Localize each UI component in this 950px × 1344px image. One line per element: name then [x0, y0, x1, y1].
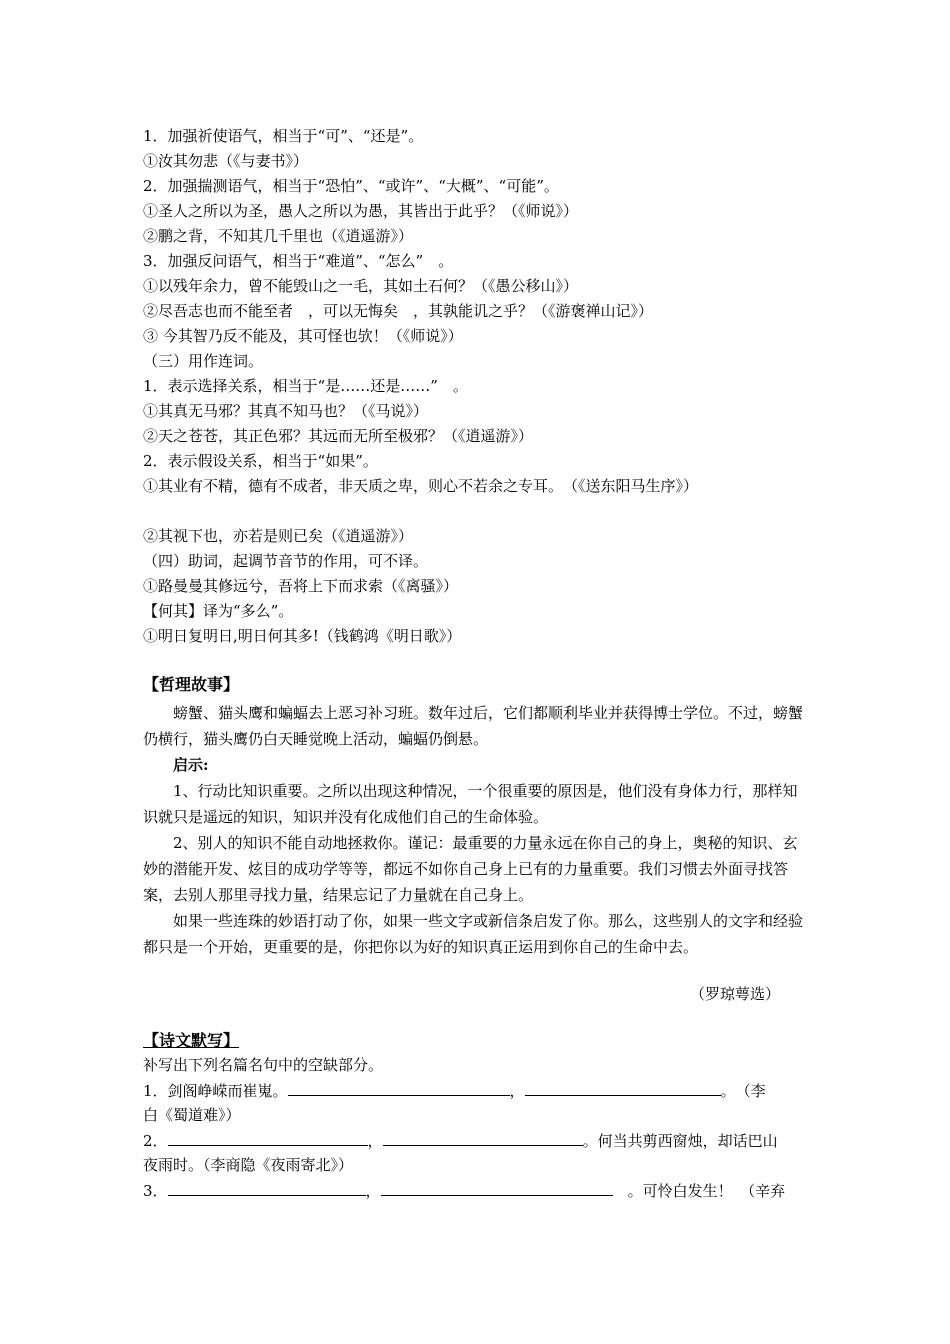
note-line-9: ③ 今其智乃反不能及，其可怪也欤！（《师说》）	[143, 327, 463, 345]
note-line-2: ①汝其勿悲（《与妻书》）	[143, 152, 309, 170]
answer-blank[interactable]	[168, 1131, 368, 1146]
question-3-sep: ，	[365, 1182, 381, 1200]
question-1-start: 1．剑阁峥嵘而崔嵬。	[143, 1082, 288, 1100]
question-1-end: 。 （李	[720, 1082, 766, 1100]
note-line-11: 1．表示选择关系，相当于“是……还是……” 。	[143, 377, 468, 395]
story-heading: 【哲理故事】	[143, 675, 240, 694]
note-line-10: （三）用作连词。	[143, 352, 264, 370]
note-line-16: ②其视下也，亦若是则已矣（《逍遥游》）	[143, 527, 414, 545]
answer-blank[interactable]	[168, 1181, 366, 1196]
question-1-sep: ，	[509, 1082, 525, 1100]
answer-blank[interactable]	[383, 1131, 583, 1146]
note-line-4: ①圣人之所以为圣，愚人之所以为愚，其皆出于此乎？（《师说》）	[143, 202, 579, 220]
question-3-start: 3．	[143, 1182, 168, 1200]
note-line-19: 【何其】译为“多么”。	[143, 602, 294, 620]
question-2-end: 。何当共剪西窗烛，却话巴山	[582, 1132, 778, 1150]
question-2	[143, 1131, 778, 1151]
answer-blank[interactable]	[525, 1081, 721, 1096]
note-line-5: ②鹏之背，不知其几千里也（《逍遥游》）	[143, 227, 414, 245]
note-line-15: ①其业有不精，德有不成者，非天质之卑，则心不若余之专耳。 （《送东阳马生序》）	[143, 477, 699, 495]
note-line-13: ②天之苍苍，其正色邪？其远而无所至极邪？（《逍遥游》）	[143, 427, 534, 445]
note-line-12: ①其真无马邪？其真不知马也？（《马说》）	[143, 402, 429, 420]
story-intro: 螃蟹、猫头鹰和蝙蝠去上恶习补习班。数年过后，它们都顺利毕业并获得博士学位。不过，螃蟹仍横行，猫头鹰仍白天睡觉晚上活动，蝙蝠仍倒悬。	[143, 704, 804, 748]
note-line-8: ②尽吾志也而不能至者 ，可以无悔矣 ，其孰能讥之乎？（《游褒禅山记》）	[143, 302, 654, 320]
note-line-18: ①路曼曼其修远兮，吾将上下而求索（《离骚》）	[143, 577, 459, 595]
lesson-3: 如果一些连珠的妙语打动了你，如果一些文字或新信条启发了你。那么，这些别人的文字和经验都只是一个开始，更重要的是，你把你以为好的知识真正运用到你自己的生命中去。	[143, 912, 804, 956]
dictation-instruction: 补写出下列名篇名句中的空缺部分。	[143, 1056, 384, 1074]
note-line-7: ①以残年余力，曾不能毁山之一毛，其如土石何？（《愚公移山》）	[143, 277, 579, 295]
story-credit: （罗琼萼选）	[689, 985, 780, 1003]
question-2-sep: ，	[367, 1132, 383, 1150]
dictation-heading: 【诗文默写】	[143, 1031, 240, 1050]
note-line-1: 1．加强祈使语气，相当于“可”、“还是”。	[143, 127, 424, 145]
lesson-label: 启示:	[173, 756, 209, 774]
question-3	[143, 1181, 785, 1201]
question-1	[143, 1081, 766, 1101]
note-line-3: 2．加强揣测语气，相当于“恐怕”、“或许”、“大概”、“可能”。	[143, 177, 559, 195]
note-line-6: 3．加强反问语气，相当于“难道”、“怎么” 。	[143, 252, 454, 270]
note-line-20: ①明日复明日,明日何其多!（钱鹤鸿《明日歌》）	[143, 627, 462, 645]
story-body	[143, 700, 808, 960]
lesson-1: 1、行动比知识重要。之所以出现这种情况，一个很重要的原因是，他们没有身体力行，那样知识就只是遥远的知识，知识并没有化成他们自己的生命体验。	[143, 782, 798, 826]
question-2-source: 夜雨时。（李商隐《夜雨寄北》）	[143, 1156, 354, 1174]
answer-blank[interactable]	[288, 1081, 510, 1096]
note-line-14: 2．表示假设关系，相当于“如果”。	[143, 452, 378, 470]
note-line-17: （四）助词，起调节音节的作用，可不译。	[143, 552, 429, 570]
question-2-start: 2．	[143, 1132, 168, 1150]
question-1-source: 白《蜀道难》）	[143, 1106, 241, 1124]
question-3-end: 。可怜白发生！ （辛弃	[612, 1182, 786, 1200]
lesson-2: 2、别人的知识不能自动地拯救你。谨记：最重要的力量永远在你自己的身上，奥秘的知识、玄妙的潜能开发、炫目的成功学等等，都远不如你自己身上已有的力量重要。我们习惯去外面寻找答案，去别人那里寻找力量，结果忘记了力量就在自己身上。	[143, 834, 798, 904]
answer-blank[interactable]	[381, 1181, 613, 1196]
